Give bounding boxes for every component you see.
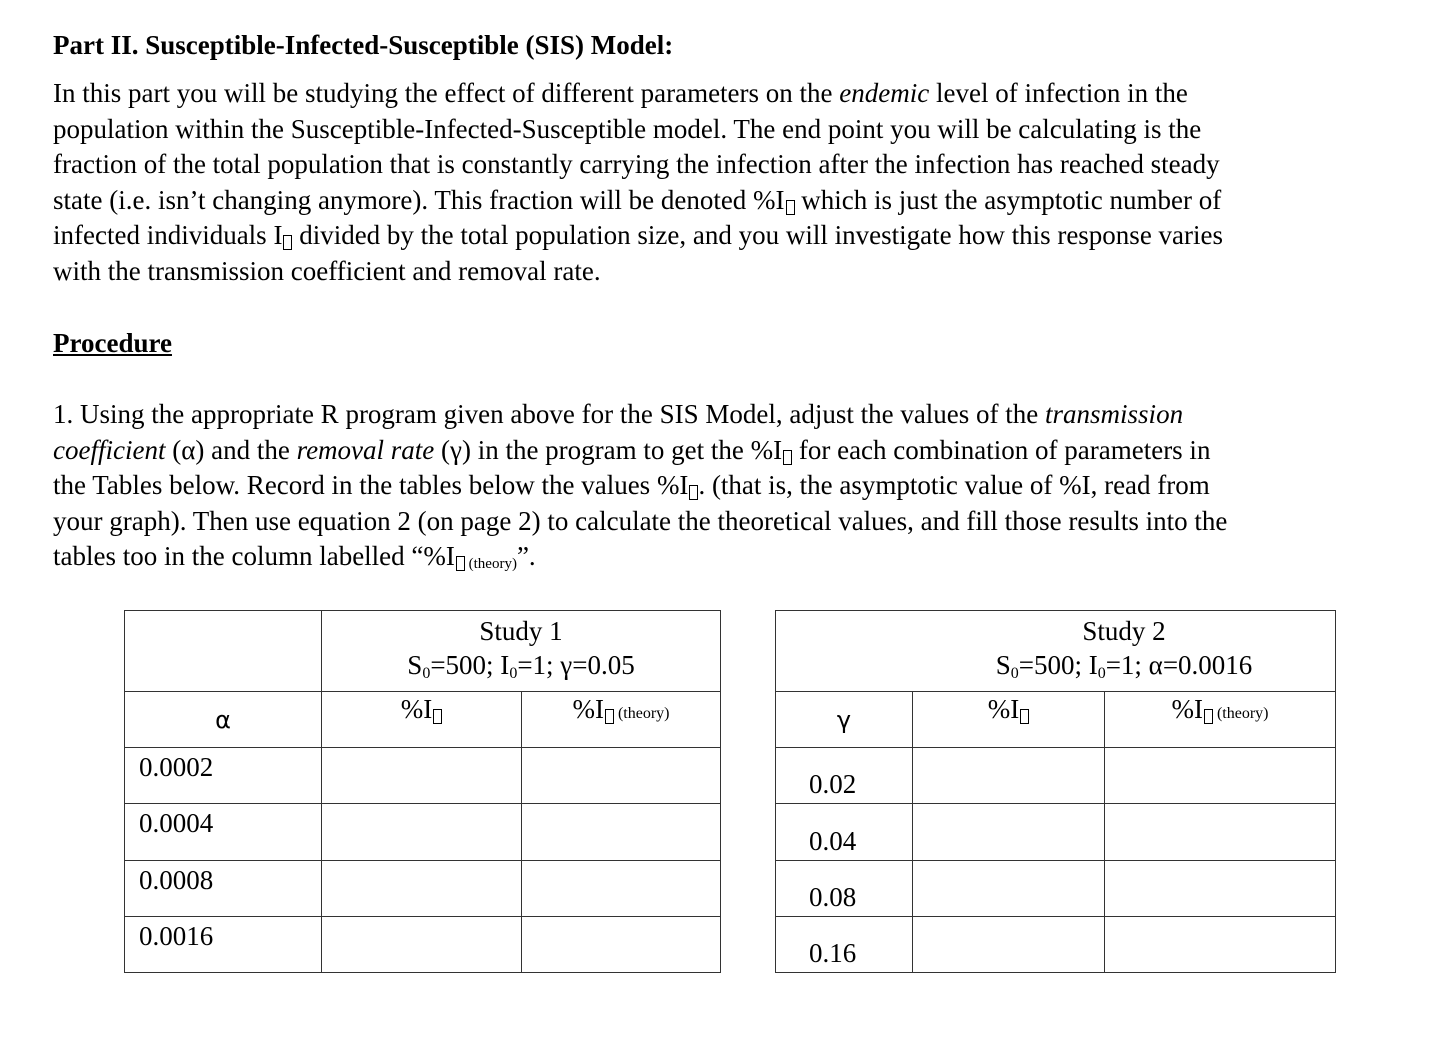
percent-i-theory-input-cell[interactable] bbox=[1105, 804, 1336, 861]
document-page bbox=[53, 26, 1403, 583]
param-text: S bbox=[995, 650, 1011, 680]
intro-text: fraction of the total population that is constantly carrying the infection after the infection has reached steady bbox=[53, 149, 1220, 179]
missing-glyph-icon bbox=[433, 709, 442, 724]
gamma-value-cell: 0.08 bbox=[776, 861, 913, 917]
study-1-header bbox=[322, 611, 721, 692]
percent-i-theory-input-cell[interactable] bbox=[522, 861, 721, 917]
param-subscript: 0 bbox=[422, 665, 431, 682]
step-1-paragraph bbox=[53, 397, 1403, 583]
intro-paragraph bbox=[53, 76, 1403, 289]
intro-text: state (i.e. isn’t changing anymore). This fraction will be denoted %I bbox=[53, 184, 785, 215]
study-1-table bbox=[124, 610, 721, 973]
study-header-inner bbox=[776, 614, 1335, 691]
alpha-column-header: α bbox=[125, 692, 322, 748]
step-text: your graph). Then use equation 2 (on page 2) to calculate the theoretical values, and fill those results into the bbox=[53, 505, 1228, 536]
gamma-value-cell: 0.02 bbox=[776, 748, 913, 804]
missing-glyph-icon bbox=[456, 556, 465, 571]
theory-subscript: (theory) bbox=[1212, 705, 1269, 722]
alpha-value-cell: 0.0004 bbox=[125, 804, 322, 861]
intro-text: infected individuals I bbox=[53, 220, 283, 250]
percent-i-column-header bbox=[913, 692, 1105, 748]
table-row bbox=[776, 861, 1336, 917]
step-emphasis: transmission bbox=[1045, 399, 1184, 429]
intro-text: population within the Susceptible-Infected-Susceptible model. The end point you will be calculating is the bbox=[53, 113, 1202, 144]
step-emphasis: removal rate bbox=[296, 434, 435, 465]
gamma-value-cell: 0.04 bbox=[776, 804, 913, 861]
table-row bbox=[776, 917, 1336, 973]
percent-i-theory-input-cell[interactable] bbox=[522, 917, 721, 973]
missing-glyph-icon bbox=[1204, 709, 1213, 724]
param-text: =1; α=0.0016 bbox=[1105, 650, 1253, 680]
percent-i-column-header bbox=[322, 692, 522, 748]
percent-i-input-cell[interactable] bbox=[913, 861, 1105, 917]
percent-i-theory-column-header bbox=[1105, 692, 1336, 748]
intro-emphasis: endemic bbox=[839, 78, 930, 108]
step-text: for each combination of parameters in bbox=[792, 434, 1211, 465]
theory-subscript: (theory) bbox=[613, 705, 670, 722]
table-row bbox=[125, 861, 721, 917]
step-text: 1. Using the appropriate R program given above for the SIS Model, adjust the values of the bbox=[53, 399, 1046, 429]
table-row bbox=[125, 748, 721, 804]
intro-text: divided by the total population size, and you will investigate how this response varies bbox=[292, 220, 1224, 250]
study-title: Study 2 bbox=[1082, 616, 1166, 646]
column-header-text: %I bbox=[1171, 694, 1203, 724]
study-parameters bbox=[322, 648, 720, 691]
empty-corner-cell bbox=[125, 611, 322, 692]
percent-i-theory-input-cell[interactable] bbox=[1105, 861, 1336, 917]
percent-i-theory-input-cell[interactable] bbox=[522, 748, 721, 804]
alpha-value-cell: 0.0002 bbox=[125, 748, 322, 804]
column-header-text: %I bbox=[987, 694, 1020, 724]
percent-i-input-cell[interactable] bbox=[913, 917, 1105, 973]
percent-i-theory-input-cell[interactable] bbox=[1105, 917, 1336, 973]
missing-glyph-icon bbox=[1020, 709, 1029, 724]
step-emphasis: coefficient bbox=[53, 434, 166, 465]
missing-glyph-icon bbox=[605, 709, 614, 724]
intro-text: with the transmission coefficient and removal rate. bbox=[53, 255, 601, 286]
table-row bbox=[125, 917, 721, 973]
param-subscript: 0 bbox=[509, 665, 518, 682]
step-text: tables too in the column labelled “%I bbox=[53, 541, 455, 571]
intro-text: which is just the asymptotic number of bbox=[794, 184, 1222, 215]
theory-subscript: (theory) bbox=[464, 556, 517, 572]
table-row bbox=[125, 804, 721, 861]
alpha-value-cell: 0.0008 bbox=[125, 861, 322, 917]
param-text: =500; I bbox=[1018, 650, 1098, 680]
percent-i-input-cell[interactable] bbox=[322, 917, 522, 973]
percent-i-input-cell[interactable] bbox=[322, 748, 522, 804]
table-row bbox=[776, 748, 1336, 804]
column-header-text: %I bbox=[572, 694, 604, 724]
gamma-value-cell: 0.16 bbox=[776, 917, 913, 973]
percent-i-input-cell[interactable] bbox=[322, 861, 522, 917]
percent-i-input-cell[interactable] bbox=[913, 748, 1105, 804]
param-text: S bbox=[407, 650, 423, 680]
percent-i-input-cell[interactable] bbox=[322, 804, 522, 861]
missing-glyph-icon bbox=[786, 200, 795, 215]
alpha-value-cell: 0.0016 bbox=[125, 917, 322, 973]
intro-text: level of infection in the bbox=[929, 78, 1188, 108]
table-row bbox=[776, 804, 1336, 861]
percent-i-theory-input-cell[interactable] bbox=[522, 804, 721, 861]
step-text: ”. bbox=[516, 541, 536, 571]
step-text: (α) and the bbox=[165, 434, 297, 465]
missing-glyph-icon bbox=[783, 450, 792, 465]
param-text: =1; γ=0.05 bbox=[517, 650, 635, 680]
param-subscript: 0 bbox=[1097, 665, 1106, 682]
percent-i-theory-input-cell[interactable] bbox=[1105, 748, 1336, 804]
step-text: the Tables below. Record in the tables below the values %I bbox=[53, 470, 689, 500]
study-parameters bbox=[913, 648, 1335, 691]
study-title: Study 1 bbox=[479, 616, 563, 646]
column-header-text: %I bbox=[400, 694, 433, 724]
param-subscript: 0 bbox=[1010, 665, 1019, 682]
procedure-heading: Procedure bbox=[53, 328, 172, 358]
step-text: (γ) in the program to get the %I bbox=[434, 434, 783, 465]
study-2-table bbox=[775, 610, 1336, 973]
percent-i-input-cell[interactable] bbox=[913, 804, 1105, 861]
intro-text: In this part you will be studying the effect of different parameters on the bbox=[53, 78, 840, 108]
percent-i-theory-column-header bbox=[522, 692, 721, 748]
step-text: . (that is, the asymptotic value of %I, read from bbox=[698, 470, 1210, 500]
gamma-column-header: γ bbox=[776, 692, 913, 748]
section-heading: Part II. Susceptible-Infected-Susceptible (SIS) Model: bbox=[53, 30, 674, 60]
param-text: =500; I bbox=[430, 650, 510, 680]
study-2-header bbox=[776, 611, 1336, 692]
